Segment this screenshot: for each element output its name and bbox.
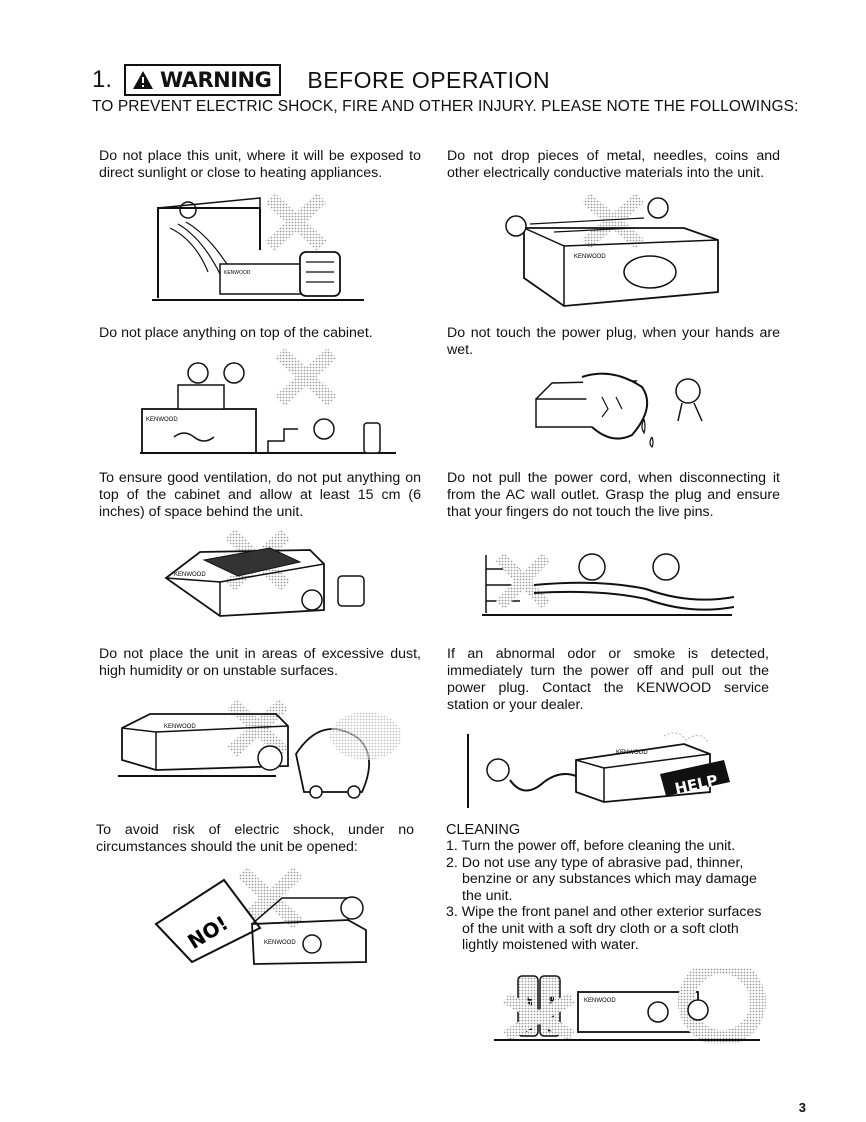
cleaning-steps — [446, 838, 776, 954]
brand-label: KENWOOD — [584, 998, 616, 1004]
warning-badge — [124, 64, 281, 96]
prohibited-x-icon — [500, 557, 546, 605]
warning-triangle-icon — [132, 70, 154, 90]
dust-cloud-icon — [330, 712, 402, 760]
brand-label: KENWOOD — [264, 940, 296, 946]
prohibited-x-icon — [506, 998, 572, 1036]
help-sign: HELP — [673, 771, 720, 798]
instruction-text: Do not place the unit in areas of excessive dust, high humidity or on unstable surfaces. — [99, 646, 421, 679]
cleaning-step: 2. Do not use any type of abrasive pad, thinner, benzine or any substances which may damage the unit. — [446, 854, 757, 904]
object-on-cabinet-illustration — [138, 345, 400, 457]
page-title: BEFORE OPERATION — [307, 66, 551, 93]
instruction-text: If an abnormal odor or smoke is detected, immediately turn the power off and pull out the power plug. Contact the KENWOOD service station or your dealer. — [447, 646, 769, 713]
sunlight-heater-illustration — [150, 188, 366, 306]
brand-label: KENWOOD — [174, 572, 206, 578]
smoke-odor-illustration — [464, 730, 736, 810]
sun-icon — [170, 202, 232, 274]
do-not-open-illustration — [152, 868, 378, 968]
water-drop-icon — [642, 419, 653, 447]
brand-label: KENWOOD — [616, 750, 648, 756]
section-number: 1. — [92, 66, 113, 93]
instruction-text: Do not drop pieces of metal, needles, coins and other electrically conductive materials into the unit. — [447, 148, 780, 181]
cleaning-section — [446, 822, 776, 954]
brand-label: KENWOOD — [224, 270, 251, 276]
ventilation-illustration — [160, 530, 386, 622]
instruction-text: Do not place this unit, where it will be exposed to direct sunlight or close to heating appliances. — [99, 148, 421, 181]
pull-cord-illustration — [480, 545, 734, 619]
dust-humidity-illustration — [116, 700, 412, 802]
smoke-icon — [664, 733, 708, 742]
warning-label: WARNING — [160, 68, 272, 92]
section-header — [92, 64, 550, 96]
prohibited-x-icon — [280, 353, 332, 401]
brand-label: KENWOOD — [574, 254, 606, 260]
instruction-text: Do not place anything on top of the cabinet. — [99, 325, 373, 341]
no-sign: NO! — [183, 910, 233, 954]
instruction-text: Do not pull the power cord, when disconnecting it from the AC wall outlet. Grasp the plug and ensure that your fingers do not touch the live pins. — [447, 470, 780, 520]
metal-objects-illustration — [494, 188, 720, 310]
cleaning-step: 1. Turn the power off, before cleaning the unit. — [446, 838, 736, 854]
brand-label: KENWOOD — [164, 724, 196, 730]
prohibited-x-icon — [270, 198, 322, 246]
cleaning-title: CLEANING — [446, 822, 521, 838]
instruction-text: To ensure good ventilation, do not put anything on top of the cabinet and allow at least 15 cm (6 inches) of space behind the unit. — [99, 470, 421, 520]
page-number: 3 — [798, 1100, 806, 1115]
cleaning-step: 3. Wipe the front panel and other exterior surfaces of the unit with a soft dry cloth or a soft cloth lightly moistened with water. — [446, 904, 762, 953]
cleaning-illustration — [488, 968, 772, 1044]
page-subtitle: TO PREVENT ELECTRIC SHOCK, FIRE AND OTHER INJURY. PLEASE NOTE THE FOLLOWINGS: — [92, 98, 799, 115]
instruction-text: To avoid risk of electric shock, under no circumstances should the unit be opened: — [96, 822, 414, 855]
instruction-text: Do not touch the power plug, when your hands are wet. — [447, 325, 780, 358]
heater-icon — [300, 252, 340, 296]
brand-label: KENWOOD — [146, 417, 178, 423]
wet-hands-plug-illustration — [532, 357, 718, 453]
